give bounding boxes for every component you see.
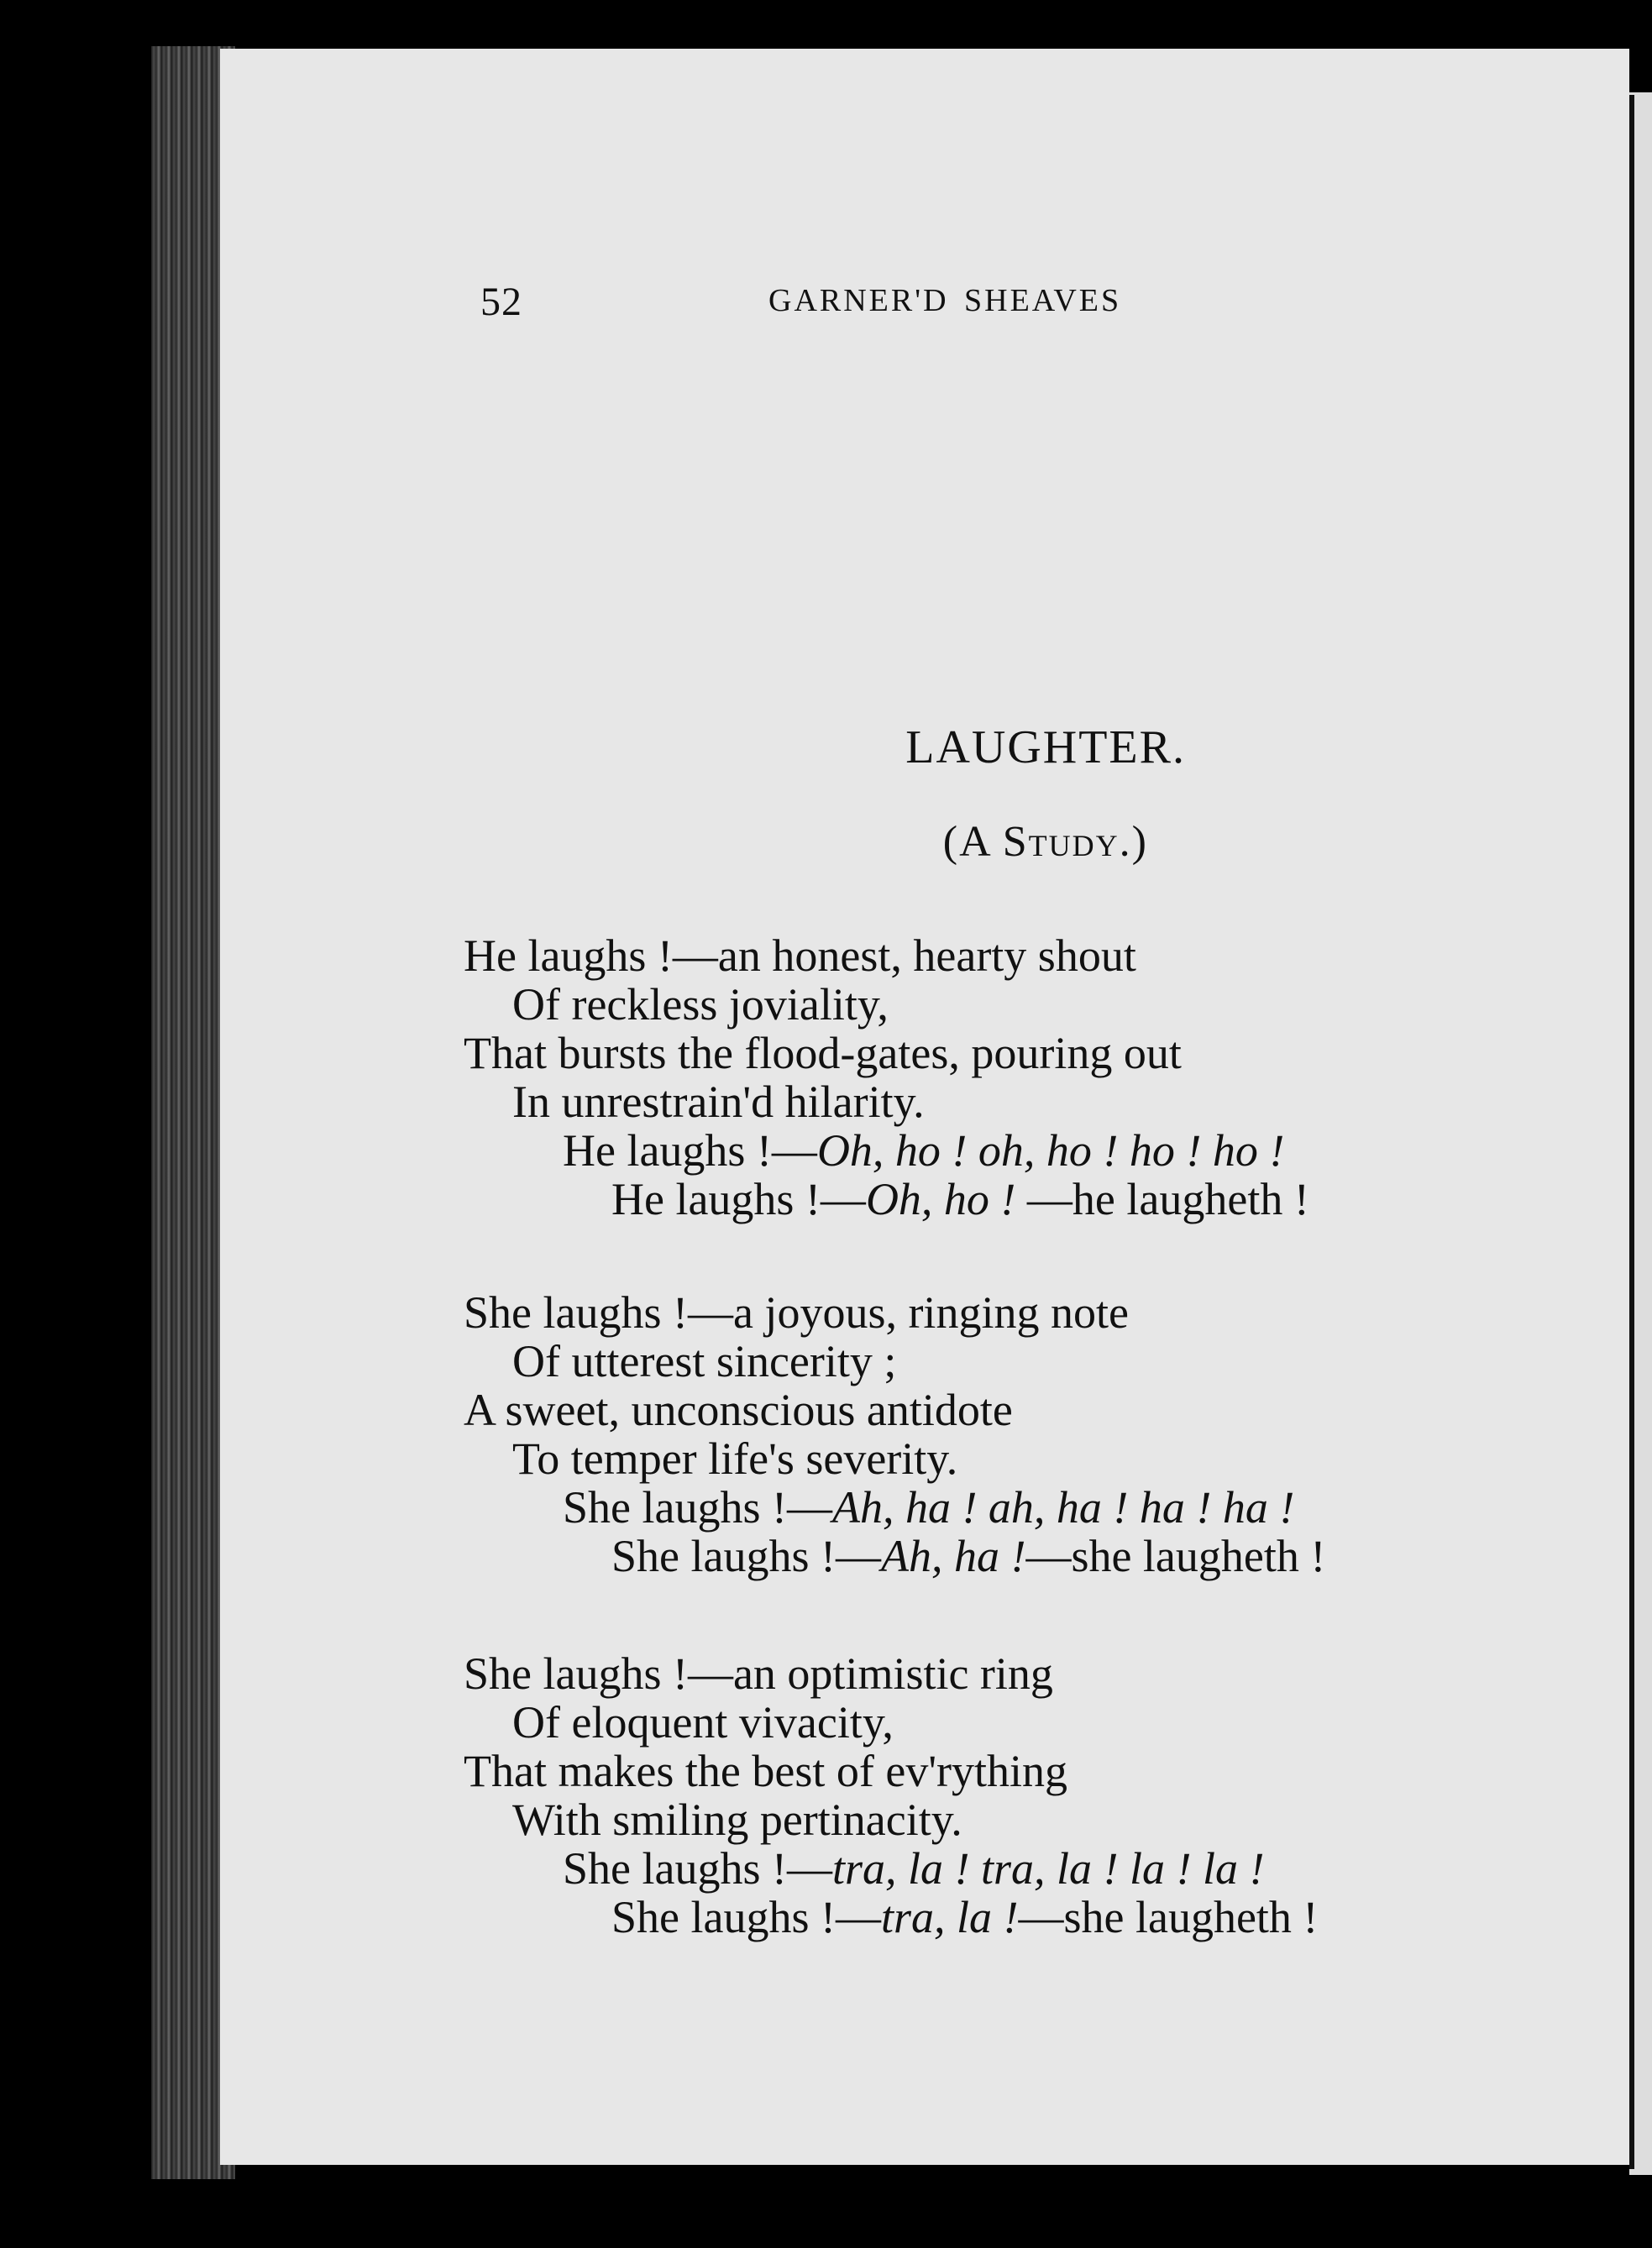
book-page	[220, 49, 1629, 2165]
poem-line: With smiling pertinacity.	[512, 1795, 962, 1845]
page-number: 52	[480, 280, 522, 324]
poem-line: He laughs !—an honest, hearty shout	[464, 930, 1136, 981]
poem-line: He laughs !—Oh, ho ! oh, ho ! ho ! ho !	[563, 1125, 1285, 1176]
poem-line: Of reckless joviality,	[512, 979, 889, 1030]
poem-line: She laughs !—Ah, ha ! ah, ha ! ha ! ha !	[563, 1482, 1295, 1533]
poem-line: She laughs !—tra, la ! tra, la ! la ! la !	[563, 1843, 1265, 1894]
book-title: GARNER'D SHEAVES	[768, 283, 1122, 318]
poem-line: That makes the best of ev'rything	[464, 1746, 1068, 1796]
poem-line: She laughs !—Ah, ha !—she laugheth !	[611, 1531, 1326, 1581]
poem-line: To temper life's severity.	[512, 1433, 958, 1484]
poem-line: Of eloquent vivacity,	[512, 1697, 894, 1748]
poem-line: He laughs !—Oh, ho ! —he laugheth !	[611, 1174, 1309, 1224]
poem-line: That bursts the flood-gates, pouring out	[464, 1028, 1182, 1078]
poem-line: She laughs !—a joyous, ringing note	[464, 1287, 1129, 1338]
poem-line: In unrestrain'd hilarity.	[512, 1077, 925, 1127]
poem-line: She laughs !—an optimistic ring	[464, 1648, 1053, 1699]
poem-line: She laughs !—tra, la !—she laugheth !	[611, 1892, 1319, 1942]
poem-line: A sweet, unconscious antidote	[464, 1385, 1013, 1435]
poem-title: LAUGHTER.	[905, 721, 1186, 773]
running-head	[220, 225, 1629, 324]
gutter-shadow	[1629, 95, 1634, 2169]
poem-subtitle: (A Study.)	[942, 818, 1148, 866]
poem-line: Of utterest sincerity ;	[512, 1336, 897, 1386]
